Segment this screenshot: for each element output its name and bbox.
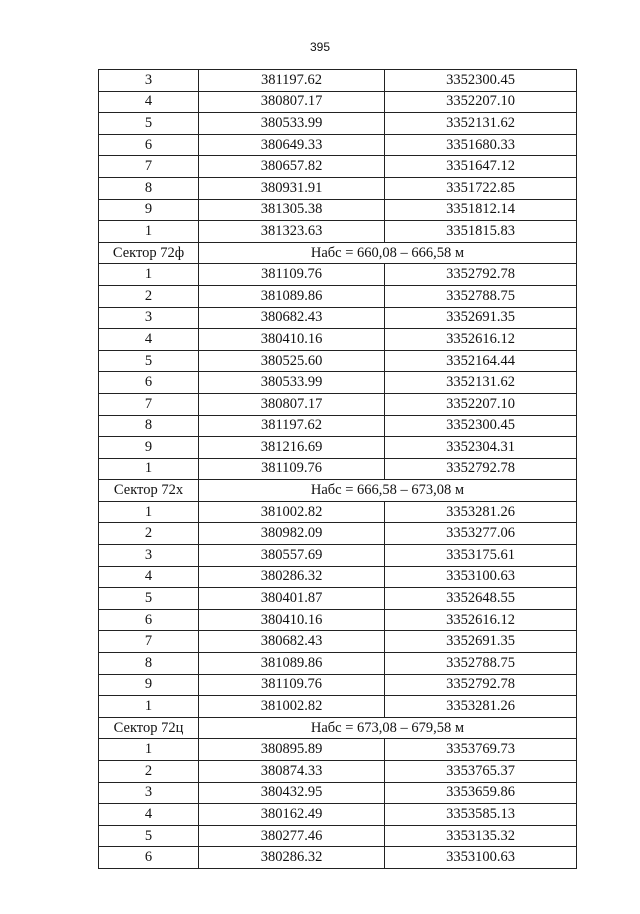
coordinate-x: 380432.95: [199, 782, 385, 804]
coordinate-y: 3352300.45: [385, 70, 577, 92]
coordinate-y: 3353135.32: [385, 825, 577, 847]
coordinate-y: 3352792.78: [385, 264, 577, 286]
coordinate-y: 3352616.12: [385, 609, 577, 631]
point-number: 4: [99, 566, 199, 588]
table-row: [99, 501, 577, 523]
table-row: [99, 350, 577, 372]
point-number: 1: [99, 264, 199, 286]
table-row: [99, 631, 577, 653]
table-row: [99, 415, 577, 437]
coordinate-x: 380286.32: [199, 566, 385, 588]
sector-header-row: [99, 717, 577, 739]
coordinate-x: 380525.60: [199, 350, 385, 372]
table-row: [99, 307, 577, 329]
coordinate-x: 381323.63: [199, 221, 385, 243]
coordinate-x: 380982.09: [199, 523, 385, 545]
coordinate-x: 381109.76: [199, 674, 385, 696]
coordinate-x: 380277.46: [199, 825, 385, 847]
point-number: 4: [99, 804, 199, 826]
coordinate-x: 380410.16: [199, 609, 385, 631]
coordinate-y: 3353281.26: [385, 696, 577, 718]
point-number: 6: [99, 372, 199, 394]
point-number: 2: [99, 523, 199, 545]
point-number: 5: [99, 588, 199, 610]
sector-name: Сектор 72х: [99, 480, 199, 502]
table-row: [99, 825, 577, 847]
point-number: 6: [99, 847, 199, 869]
table-row: [99, 523, 577, 545]
point-number: 1: [99, 696, 199, 718]
table-row: [99, 113, 577, 135]
coordinate-y: 3352164.44: [385, 350, 577, 372]
point-number: 8: [99, 415, 199, 437]
table-row: [99, 739, 577, 761]
coordinate-x: 380649.33: [199, 134, 385, 156]
table-row: [99, 566, 577, 588]
coordinate-y: 3353769.73: [385, 739, 577, 761]
coordinate-y: 3352792.78: [385, 674, 577, 696]
sector-elevation-range: Набс = 673,08 – 679,58 м: [199, 717, 577, 739]
table-row: [99, 177, 577, 199]
coordinate-x: 380874.33: [199, 761, 385, 783]
coordinate-x: 380533.99: [199, 113, 385, 135]
point-number: 6: [99, 134, 199, 156]
coordinate-x: 381305.38: [199, 199, 385, 221]
coordinate-y: 3351647.12: [385, 156, 577, 178]
coordinate-x: 380286.32: [199, 847, 385, 869]
coordinate-y: 3351815.83: [385, 221, 577, 243]
coordinate-y: 3352691.35: [385, 631, 577, 653]
coordinate-x: 380682.43: [199, 307, 385, 329]
point-number: 7: [99, 156, 199, 178]
coordinate-y: 3352207.10: [385, 91, 577, 113]
coordinate-y: 3352616.12: [385, 329, 577, 351]
table-row: [99, 588, 577, 610]
table-row: [99, 782, 577, 804]
point-number: 9: [99, 674, 199, 696]
table-row: [99, 696, 577, 718]
coordinate-x: 380895.89: [199, 739, 385, 761]
table-row: [99, 70, 577, 92]
point-number: 9: [99, 437, 199, 459]
table-row: [99, 653, 577, 675]
point-number: 2: [99, 285, 199, 307]
coordinate-x: 381002.82: [199, 501, 385, 523]
table-row: [99, 221, 577, 243]
coordinate-y: 3353100.63: [385, 566, 577, 588]
coordinate-x: 380401.87: [199, 588, 385, 610]
table-row: [99, 761, 577, 783]
coordinates-table-body: [99, 70, 577, 869]
sector-elevation-range: Набс = 660,08 – 666,58 м: [199, 242, 577, 264]
coordinate-y: 3352691.35: [385, 307, 577, 329]
point-number: 4: [99, 91, 199, 113]
point-number: 7: [99, 393, 199, 415]
table-row: [99, 156, 577, 178]
coordinate-y: 3351812.14: [385, 199, 577, 221]
table-row: [99, 329, 577, 351]
coordinate-y: 3353659.86: [385, 782, 577, 804]
coordinate-x: 380807.17: [199, 393, 385, 415]
coordinate-y: 3352131.62: [385, 372, 577, 394]
table-row: [99, 609, 577, 631]
table-row: [99, 458, 577, 480]
point-number: 9: [99, 199, 199, 221]
coordinate-y: 3353585.13: [385, 804, 577, 826]
coordinate-x: 380533.99: [199, 372, 385, 394]
table-row: [99, 545, 577, 567]
coordinate-x: 381197.62: [199, 415, 385, 437]
coordinate-x: 381197.62: [199, 70, 385, 92]
coordinate-x: 380410.16: [199, 329, 385, 351]
coordinate-x: 381089.86: [199, 285, 385, 307]
table-row: [99, 437, 577, 459]
sector-name: Сектор 72ц: [99, 717, 199, 739]
point-number: 3: [99, 545, 199, 567]
point-number: 3: [99, 307, 199, 329]
coordinate-y: 3351680.33: [385, 134, 577, 156]
coordinate-y: 3352648.55: [385, 588, 577, 610]
coordinate-y: 3353765.37: [385, 761, 577, 783]
table-row: [99, 134, 577, 156]
point-number: 3: [99, 70, 199, 92]
coordinate-x: 380657.82: [199, 156, 385, 178]
coordinate-x: 381109.76: [199, 264, 385, 286]
coordinate-y: 3352207.10: [385, 393, 577, 415]
point-number: 5: [99, 350, 199, 372]
coordinate-x: 381109.76: [199, 458, 385, 480]
coordinate-x: 380807.17: [199, 91, 385, 113]
point-number: 1: [99, 458, 199, 480]
coordinate-y: 3352788.75: [385, 285, 577, 307]
point-number: 1: [99, 221, 199, 243]
table-row: [99, 372, 577, 394]
coordinate-y: 3352792.78: [385, 458, 577, 480]
coordinate-x: 380162.49: [199, 804, 385, 826]
table-row: [99, 285, 577, 307]
coordinate-x: 381216.69: [199, 437, 385, 459]
coordinate-y: 3352304.31: [385, 437, 577, 459]
coordinate-x: 380557.69: [199, 545, 385, 567]
table-row: [99, 804, 577, 826]
coordinate-y: 3352131.62: [385, 113, 577, 135]
point-number: 5: [99, 825, 199, 847]
coordinate-y: 3352300.45: [385, 415, 577, 437]
sector-name: Сектор 72ф: [99, 242, 199, 264]
table-row: [99, 199, 577, 221]
coordinate-y: 3353175.61: [385, 545, 577, 567]
coordinate-y: 3352788.75: [385, 653, 577, 675]
coordinates-table: [98, 69, 577, 869]
coordinate-x: 380931.91: [199, 177, 385, 199]
point-number: 6: [99, 609, 199, 631]
coordinate-y: 3353100.63: [385, 847, 577, 869]
table-row: [99, 91, 577, 113]
table-row: [99, 393, 577, 415]
coordinate-x: 381089.86: [199, 653, 385, 675]
coordinate-y: 3353277.06: [385, 523, 577, 545]
coordinate-x: 381002.82: [199, 696, 385, 718]
point-number: 5: [99, 113, 199, 135]
coordinate-y: 3353281.26: [385, 501, 577, 523]
point-number: 8: [99, 177, 199, 199]
point-number: 3: [99, 782, 199, 804]
sector-header-row: [99, 480, 577, 502]
point-number: 1: [99, 501, 199, 523]
coordinate-y: 3351722.85: [385, 177, 577, 199]
sector-header-row: [99, 242, 577, 264]
point-number: 1: [99, 739, 199, 761]
point-number: 4: [99, 329, 199, 351]
point-number: 2: [99, 761, 199, 783]
table-row: [99, 674, 577, 696]
point-number: 8: [99, 653, 199, 675]
sector-elevation-range: Набс = 666,58 – 673,08 м: [199, 480, 577, 502]
point-number: 7: [99, 631, 199, 653]
table-row: [99, 847, 577, 869]
table-row: [99, 264, 577, 286]
page-number: 395: [309, 40, 331, 54]
coordinate-x: 380682.43: [199, 631, 385, 653]
